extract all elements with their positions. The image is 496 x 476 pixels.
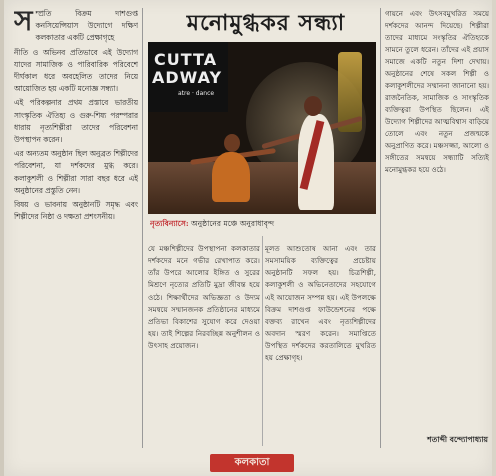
left-paragraph-4: এর অন্যতম অনুষ্ঠান ছিল অনুব্রত শিল্পীদের পরিবেশনা, যা দর্শকদের মুগ্ধ করে। কলাকুশলী ও শিল্পীরা সারা বছর ধরে এই অনুষ্ঠানের প্রস্তুতি নেন। [14, 149, 138, 195]
newspaper-logo: কলকাতা [210, 454, 294, 472]
dancer-left-head [224, 134, 240, 152]
caption-label: নৃত্যবিন্যাসে: [150, 219, 189, 228]
column-divider-middle [262, 236, 263, 446]
banner-text-line1: CUTTA [154, 50, 218, 69]
right-paragraph: গায়নে এবং উৎসবমুখরিত সময়ে দর্শকদের আনন্দ দিয়েছে। শিল্পীরা তাদের মাধ্যমে সংস্কৃতির ঐতিহ্যকে সামনে তুলে ধরেন। তাঁদের এই প্রয়াস সমাজে একটি নতুন দিশা দেখায়। অনুষ্ঠানের শেষে সকল শিল্পী ও কলাকুশলীদের সম্মাননা জানানো হয়। রাজনৈতিক, সামাজিক ও সাংস্কৃতিক ব্যক্তিত্বরা উপস্থিত ছিলেন। এই উদ্যোগ শিল্পীদের আত্মবিশ্বাস বাড়িয়ে তোলে এবং নতুন প্রজন্মকে অনুপ্রাণিত করে। মঞ্চসজ্জা, আলো ও সঙ্গীতের সমন্বয়ে সন্ধ্যাটি সত্যিই মনোমুগ্ধকর হয়ে ওঠে। [385, 9, 489, 174]
left-paragraph-3: এই পরিকল্পনার প্রথম প্রস্তাবে ভারতীয় সাংস্কৃতিক ঐতিহ্য ও গুরু-শিষ্য পরম্পরার ধারায় নৃত্যশিল্পীরা তাদের পরিবেশনা উপস্থাপন করেন। [14, 98, 138, 145]
dance-photo [148, 42, 376, 214]
column-divider [142, 8, 143, 448]
article-headline: মনোমুগ্ধকর সন্ধ্যা [186, 10, 346, 36]
middle-paragraph-1: যে মঞ্চশিল্পীদের উপস্থাপনা কলকাতার দর্শকদের মনে গভীর রেখাপাত করে। তাঁর উপরে আলোর ইঙ্গিত ও সুরের মিশ্রণে নৃত্যের প্রতিটি মুদ্রা জীবন্ত হয়ে ওঠে। শিক্ষার্থীদের অভিজ্ঞতা ও উদ্যম সমন্বয়ে সম্মানজনক প্রতিষ্ঠানের মাধ্যমে প্রতিভা বিকাশের সুযোগ করে দেওয়া হয়। তাই শিল্পের নিরবচ্ছিন্ন অনুশীলন ও উৎসাহ প্রয়োজন। [148, 244, 260, 350]
middle-paragraph-2: মূলত আশুতোষ আনা এবং তার সমসাময়িক ব্যক্তিত্বের প্রচেষ্টায় অনুষ্ঠানটি সফল হয়। চিত্রশিল্পী, কলাকুশলী ও অভিনেতাদের সহযোগে এই আয়োজন সম্পন্ন হয়। এই উপলক্ষে বিক্রম দাশগুপ্ত ফাউন্ডেশনের পক্ষে বক্তব্য রাখেন এবং নৃত্যশিল্পীদের অবদান স্মরণ করেন। সমাপ্তিতে উপস্থিত দর্শকদের করতালিতে মুখরিত হয় প্রেক্ষাগৃহ। [265, 244, 376, 363]
column-divider-right [380, 8, 381, 448]
dancer-right-head [304, 96, 322, 116]
caption-text: অনুষ্ঠানের মঞ্চে অনুরাধাবৃন্দ [188, 219, 275, 228]
author-byline: শতাব্দী বন্দ্যোপাধ্যায় [427, 435, 488, 444]
middle-column-2 [265, 236, 376, 448]
stage-banner [148, 42, 228, 112]
banner-text-small: atre · dance [178, 90, 215, 97]
left-column [14, 8, 138, 468]
right-column [385, 8, 489, 430]
dancer-left-costume [212, 152, 250, 202]
stage-floor [148, 162, 376, 214]
newspaper-page [4, 0, 492, 476]
drop-cap: স [14, 8, 33, 37]
banner-text-line2: ADWAY [152, 68, 223, 87]
left-paragraph-5: বিষয় ও ভাবনায় অনুষ্ঠানটি সমৃদ্ধ এবং শিল্পীদের নিষ্ঠা ও দক্ষতা প্রশংসনীয়। [14, 200, 138, 222]
middle-column-1 [148, 236, 260, 448]
left-paragraph-1: ম্প্রতি বিক্রম দাশগুপ্ত কনসিয়েন্সিয়াস উদ্যোগে দক্ষিণ কলকাতার একটি প্রেক্ষাগৃহে [35, 9, 138, 43]
left-paragraph-2: নীতি ও অভিনব প্রতিভাবে এই উদ্যোগ যাদের সামাজিক ও পারিবারিক পরিবেশে দীর্ঘকাল ধরে অবহেলিত তাদের নিয়ে আয়োজিত হয় একটি মনোজ্ঞ সন্ধ্যা। [14, 47, 138, 94]
photo-caption [150, 217, 378, 231]
